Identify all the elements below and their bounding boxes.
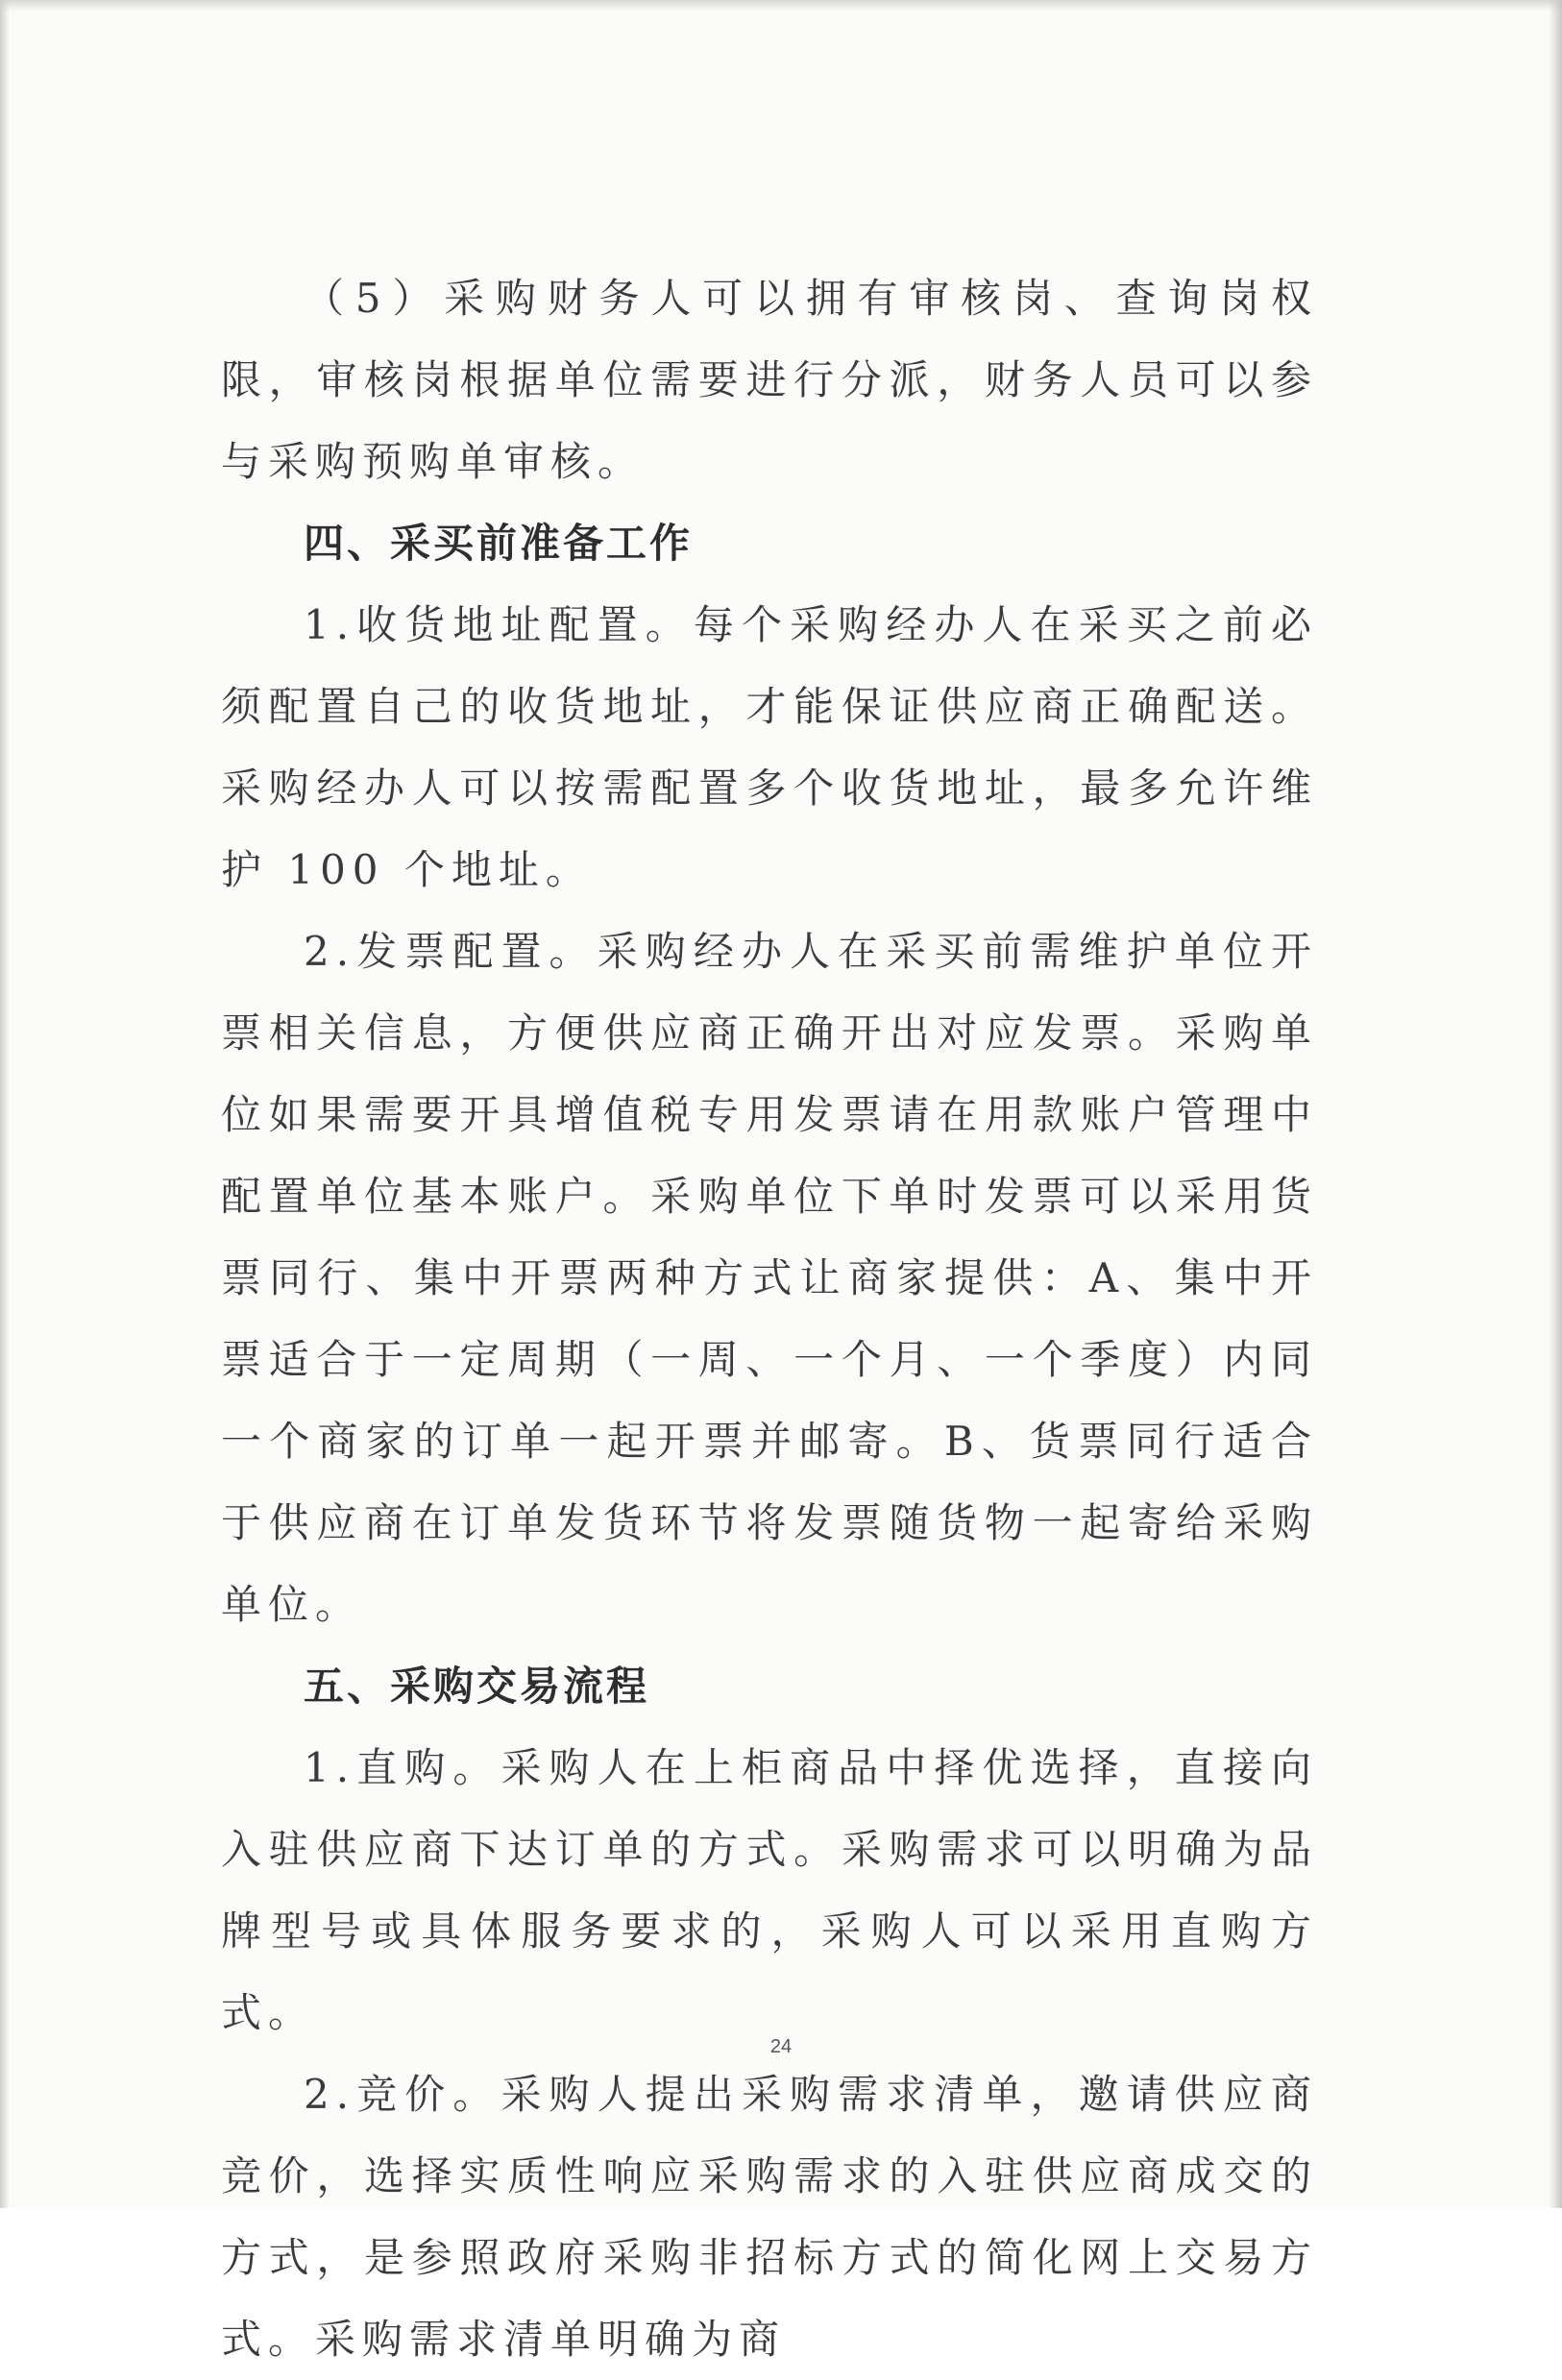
document-body: [221, 257, 1318, 2380]
scan-edge-left: [0, 0, 10, 2208]
paragraph-bidding: 2.竞价。采购人提出采购需求清单，邀请供应商竞价，选择实质性响应采购需求的入驻供应商成交的方式，是参照政府采购非招标方式的简化网上交易方式。采购需求清单明确为商: [221, 2071, 1318, 2363]
section-heading-preparation: 四、采买前准备工作: [304, 520, 694, 567]
scan-edge-top: [0, 0, 1562, 12]
paragraph-invoice-config: 2.发票配置。采购经办人在采买前需维护单位开票相关信息，方便供应商正确开出对应发票。采购单位如果需要开具增值税专用发票请在用款账户管理中配置单位基本账户。采购单位下单时发票可以采用货票同行、集中开票两种方式让商家提供：A、集中开票适合于一定周期（一周、一个月、一个季度）内同一个商家的订单一起开票并邮寄。B、货票同行适合于供应商在订单发货环节将发票随货物一起寄给采购单位。: [221, 928, 1318, 1628]
scan-edge-right: [1549, 0, 1562, 2208]
page-number: 24: [769, 2036, 793, 2057]
section-heading-procurement-process: 五、采购交易流程: [304, 1663, 650, 1710]
paragraph-shipping-address: 1.收货地址配置。每个采购经办人在采买之前必须配置自己的收货地址，才能保证供应商正确配送。采购经办人可以按需配置多个收货地址，最多允许维护 100 个地址。: [221, 601, 1318, 893]
paragraph-direct-purchase: 1.直购。采购人在上柜商品中择优选择，直接向入驻供应商下达订单的方式。采购需求可以明确为品牌型号或具体服务要求的，采购人可以采用直购方式。: [221, 1744, 1318, 2036]
paragraph-finance-permissions: （5）采购财务人可以拥有审核岗、查询岗权限，审核岗根据单位需要进行分派，财务人员可以参与采购预购单审核。: [221, 275, 1318, 485]
